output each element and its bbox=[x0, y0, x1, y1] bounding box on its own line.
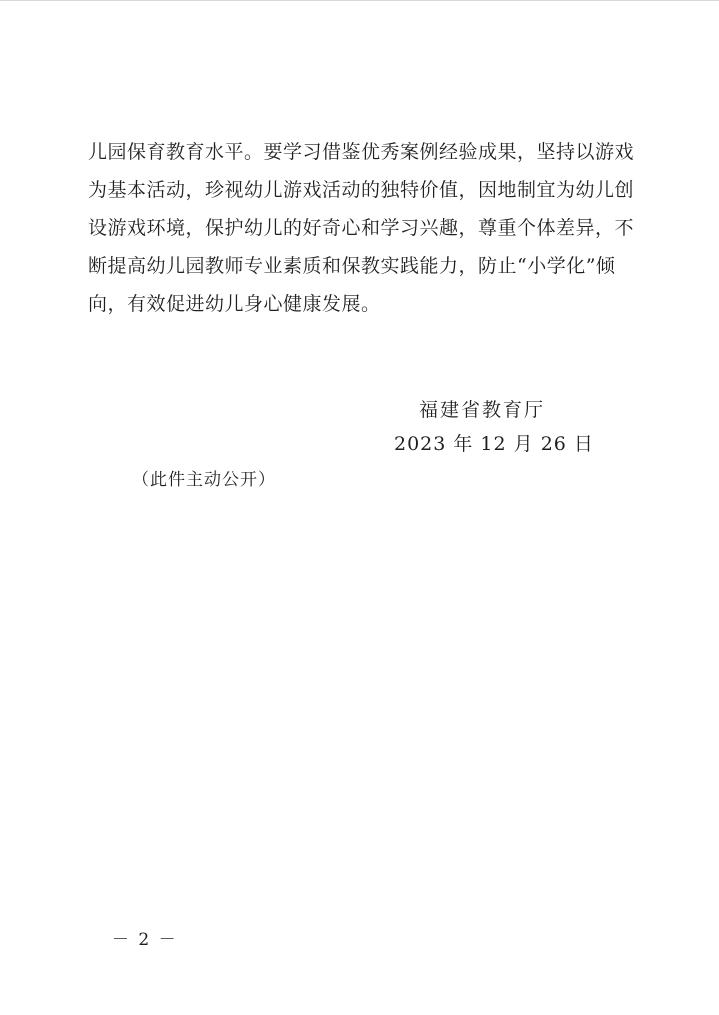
body-line: 断提高幼儿园教师专业素质和保教实践能力，防止“小学化”倾 bbox=[88, 255, 616, 277]
body-line: 儿园保育教育水平。要学习借鉴优秀案例经验成果，坚持以游戏 bbox=[88, 141, 635, 163]
body-line: 为基本活动，珍视幼儿游戏活动的独特价值，因地制宜为幼儿创 bbox=[88, 179, 635, 201]
page-number: － 2 － bbox=[112, 930, 178, 950]
page-top-edge bbox=[0, 0, 719, 1]
body-line: 设游戏环境，保护幼儿的好奇心和学习兴趣，尊重个体差异，不 bbox=[88, 217, 635, 239]
body-line: 向，有效促进幼儿身心健康发展。 bbox=[88, 293, 381, 315]
body-text bbox=[88, 133, 638, 323]
issue-date: 2023 年 12 月 26 日 bbox=[394, 433, 594, 455]
disclosure-note: （此件主动公开） bbox=[132, 470, 276, 490]
issuer-name: 福建省教育厅 bbox=[419, 399, 546, 421]
